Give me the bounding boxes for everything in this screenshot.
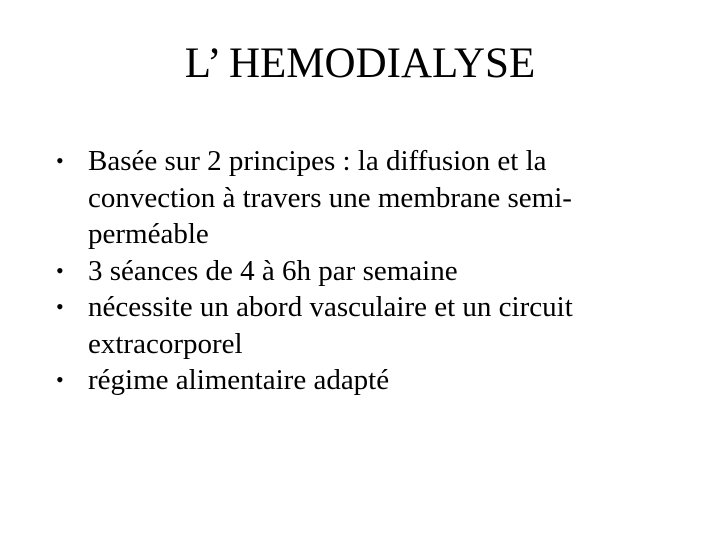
bullet-line: nécessite un abord vasculaire et un circuit xyxy=(88,291,573,323)
bullet-item xyxy=(56,253,656,290)
bullet-item xyxy=(56,289,656,362)
bullet-icon: • xyxy=(56,294,64,319)
bullet-icon: • xyxy=(56,257,64,283)
bullet-line: 3 séances de 4 à 6h par semaine xyxy=(88,254,458,287)
slide-title: L’ HEMODIALYSE xyxy=(184,40,536,87)
bullet-line: extracorporel xyxy=(88,327,243,360)
bullet-icon: • xyxy=(56,367,64,392)
bullet-line: Basée sur 2 principes : la diffusion et la xyxy=(88,145,547,177)
bullet-list xyxy=(56,143,656,399)
bullet-icon: • xyxy=(56,148,64,173)
bullet-line: perméable xyxy=(88,218,209,250)
bullet-item xyxy=(56,362,656,399)
bullet-line: convection à travers une membrane semi- xyxy=(88,181,572,214)
bullet-item xyxy=(56,143,656,253)
bullet-line: régime alimentaire adapté xyxy=(88,364,390,396)
